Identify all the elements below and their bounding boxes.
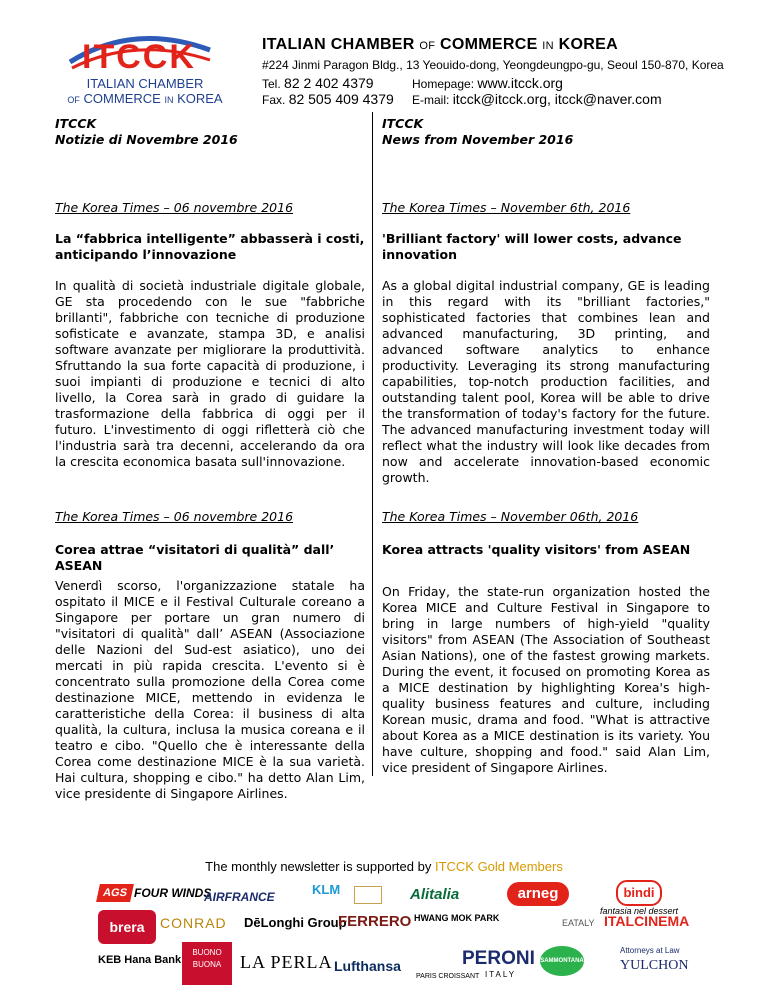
ferrero-logo: FERRERO [338, 913, 412, 930]
right-article2-body: On Friday, the state-run organization hosted the Korea MICE and Culture Festival in Singapore to bring in large numbers of high-yield "quality visitors" from ASEAN (The Association of Southeast Asian Nations), one of the fastest growing markets. During the event, it focused on promoting Korea as a MICE destination by highlighting Korea's high-quality business features and culture, including Korean music, drama and food. "What is attractive about Korea as a MICE destination is its variety. You have culture, shopping and food." said Alan Lim, vice president of Singapore Airlines. [382, 584, 710, 775]
airline-badge-icon [354, 886, 382, 904]
lufthansa-logo: Lufthansa [334, 958, 401, 974]
left-article2-source: The Korea Times – 06 novembre 2016 [55, 509, 294, 524]
svg-text:ITCCK: ITCCK [82, 38, 196, 74]
homepage-line: Homepage: www.itcck.org [412, 75, 563, 91]
logo-caption-line2: OF COMMERCE IN KOREA [67, 91, 223, 106]
logo-caption-line1: ITALIAN CHAMBER [86, 76, 204, 91]
right-article2-headline: Korea attracts 'quality visitors' from ASEAN [382, 542, 691, 557]
address: #224 Jinmi Paragon Bldg., 13 Yeouido-dong, Yeongdeungpo-gu, Seoul 150-870, Korea [262, 58, 724, 72]
right-article1-source: The Korea Times – November 6th, 2016 [382, 200, 631, 215]
left-article1-body: In qualità di società industriale digitale globale, GE sta procedendo con le sue "fabbriche brillanti", fabbriche con tecniche di produzione sofisticate e avanzate, stampa 3D, e analisi software avanzate per migliorare la produttività. Sfruttando la sua forte capacità di produzione, i suoi impianti di produzione e tecnici di alto livello, la Corea sarà in grado di guidare la trasformazione della fabbrica di oggi per il futuro. L'investimento di oggi rifletterà ciò che l'industria sarà tra decenni, accelerando da ora la crescita economica basata sull'innovazione. [55, 278, 365, 469]
airfrance-logo: AIRFRANCE [204, 890, 275, 904]
peroni-logo: PERONI [462, 948, 535, 969]
arneg-logo: arneg [507, 882, 569, 906]
homepage-link[interactable]: www.itcck.org [477, 75, 563, 91]
right-article1-headline: 'Brilliant factory' will lower costs, advance innovation [382, 231, 682, 262]
right-article1-body: As a global digital industrial company, GE is leading in this regard with its "brilliant factories," sophisticated factories that combines lean and advanced manufacturing, 3D printing, and advanced software analytics to enhance productivity. Leveraging its strong manufacturing capabilities, top-notch production facilities, and outstanding talent pool, Korea will be able to drive the transformation of today's factory for the future. The advanced manufacturing investment today will reflect what the industry will look like decades from now and accelerate innovation-based economic growth. [382, 278, 710, 485]
letterhead [0, 0, 768, 108]
peroni-tagline: ITALY [485, 970, 517, 979]
itcck-logo-icon [64, 28, 216, 74]
keb-hana-bank-logo: KEB Hana Bank [98, 954, 182, 966]
right-issue-heading: ITCCK News from November 2016 [382, 116, 574, 147]
left-article2-headline: Corea attrae “visitatori di qualità” dall’ ASEAN [55, 542, 335, 573]
left-article1-source: The Korea Times – 06 novembre 2016 [55, 200, 294, 215]
bindi-tagline: fantasia nel dessert [600, 906, 679, 916]
yulchon-logo: YULCHON [620, 958, 689, 973]
eataly-logo: EATALY [562, 918, 595, 928]
left-article1-headline: La “fabbrica intelligente” abbasserà i costi, anticipando l’innovazione [55, 231, 365, 262]
right-article2-source: The Korea Times – November 06th, 2016 [382, 509, 639, 524]
email-line: E-mail: itcck@itcck.org, itcck@naver.com [412, 91, 662, 107]
chamber-title: ITALIAN CHAMBER OF COMMERCE IN KOREA [262, 36, 618, 53]
fax-line: Fax. 82 505 409 4379 [262, 91, 394, 107]
delonghi-logo: DēLonghi Group [244, 915, 347, 930]
left-article2-body: Venerdì scorso, l'organizzazione statale ha ospitato il MICE e il Festival Culturale coreano a Singapore per portare un gran numero di "visitatori di qualità" dall’ ASEAN (Associazione delle Nazioni del Sud-est asiatico), uno dei mercati in più rapida crescita. L'evento si è concentrato sulla promozione della Corea come destinazione MICE, mettendo in evidenza le caratteristiche della Corea: il business di alta qualità, la cultura, inclusa la musica coreana e il teatro e cibo. "Quello che è interessante della Corea come destinazione MICE è la sua varietà. Hai cultura, shopping e cibo." ha detto Alan Lim, vice presidente di Singapore Airlines. [55, 578, 365, 801]
tel-line: Tel. 82 2 402 4379 [262, 75, 374, 91]
yulchon-tagline: Attorneys at Law [620, 946, 680, 955]
sponsor-note: The monthly newsletter is supported by ITCCK Gold Members [205, 859, 563, 874]
email-link[interactable]: itcck@itcck.org, itcck@naver.com [452, 91, 662, 107]
buono-buona-logo: BUONO BUONA [182, 942, 232, 985]
conrad-logo: CONRAD [160, 915, 227, 931]
ags-logo: AGS [96, 884, 134, 902]
brera-logo: brera [98, 910, 156, 944]
hwang-mok-park-logo: HWANG MOK PARK [414, 913, 500, 923]
four-winds-logo: FOUR WINDS [134, 886, 212, 900]
left-issue-heading: ITCCK Notizie di Novembre 2016 [55, 116, 238, 147]
klm-logo: KLM [312, 882, 341, 897]
sammontana-logo: SAMMONTANA [540, 946, 584, 976]
sponsor-logos [92, 880, 692, 985]
column-divider [372, 112, 373, 776]
alitalia-logo: Alitalia [410, 886, 460, 903]
italcinema-logo: ITALCINEMA [604, 913, 690, 929]
logo-caption [50, 76, 240, 108]
paris-croissant-logo: PARIS CROISSANT [416, 973, 480, 980]
bindi-logo: bindi [616, 880, 662, 906]
la-perla-logo: LA PERLA [240, 952, 333, 972]
